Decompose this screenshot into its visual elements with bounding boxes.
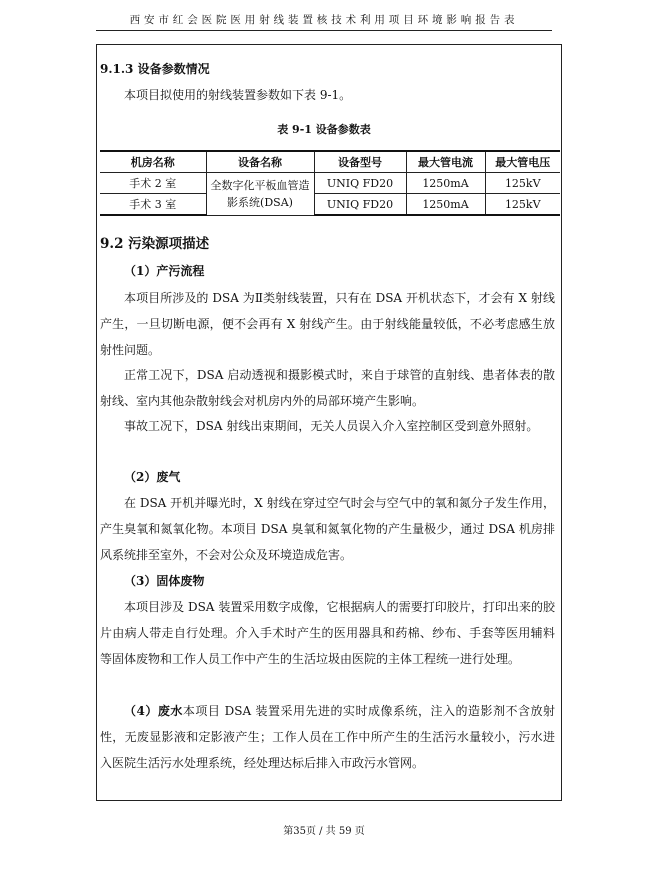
page-header: 西安市红会医院医用射线装置核技术利用项目环境影响报告表 bbox=[96, 12, 552, 31]
subheading-process: （1）产污流程 bbox=[124, 264, 205, 278]
model-cell: UNIQ FD20 bbox=[314, 194, 406, 216]
table-header-row bbox=[100, 151, 560, 173]
wastewater-text: 本项目 DSA 装置采用先进的实时成像系统，注入的造影剂不含放射性，无废显影液和定影液产生；工作人员在工作中所产生的生活污水量较小，污水进入医院生活污水处理系统，经处理达标后排入市政污水管网。 bbox=[100, 704, 555, 770]
current-cell: 1250mA bbox=[406, 194, 485, 216]
header-equipment: 设备名称 bbox=[206, 151, 314, 173]
header-room: 机房名称 bbox=[100, 151, 206, 173]
room-cell: 手术 3 室 bbox=[100, 194, 206, 216]
model-cell: UNIQ FD20 bbox=[314, 173, 406, 194]
voltage-cell: 125kV bbox=[485, 194, 560, 216]
subheading-solid-waste: （3）固体废物 bbox=[124, 574, 205, 588]
table-caption: 表 9-1 设备参数表 bbox=[277, 123, 371, 136]
current-cell: 1250mA bbox=[406, 173, 485, 194]
paragraph-process-3: 事故工况下，DSA 射线出束期间，无关人员误入介入室控制区受到意外照射。 bbox=[124, 419, 539, 433]
voltage-cell: 125kV bbox=[485, 173, 560, 194]
paragraph-solid-waste: 本项目涉及 DSA 装置采用数字成像，它根据病人的需要打印胶片，打印出来的胶片由病人带走自行处理。介入手术时产生的医用器具和药棉、纱布、手套等医用辅料等固体废物和工作人员工作中产生的生活垃圾由医院的主体工程统一进行处理。 bbox=[100, 600, 555, 666]
paragraph-wastewater bbox=[100, 698, 555, 776]
room-cell: 手术 2 室 bbox=[100, 173, 206, 194]
table-row bbox=[100, 173, 560, 194]
subheading-exhaust: （2）废气 bbox=[124, 470, 181, 484]
page-footer: 第35页 / 共 59 页 bbox=[283, 826, 365, 837]
section-913-intro: 本项目拟使用的射线装置参数如下表 9-1。 bbox=[124, 88, 352, 102]
section-title-9-1-3: 9.1.3 设备参数情况 bbox=[100, 62, 210, 76]
paragraph-process-2: 正常工况下，DSA 启动透视和摄影模式时，来自于球管的直射线、患者体表的散射线、室内其他杂散射线会对机房内外的局部环境产生影响。 bbox=[100, 368, 555, 408]
equipment-name-cell: 全数字化平板血管造影系统(DSA) bbox=[206, 173, 314, 216]
table-row bbox=[100, 194, 560, 216]
header-max-voltage: 最大管电压 bbox=[485, 151, 560, 173]
section-title-9-2: 9.2 污染源项描述 bbox=[100, 236, 210, 252]
header-model: 设备型号 bbox=[314, 151, 406, 173]
equipment-parameter-table bbox=[100, 150, 560, 216]
paragraph-process-1: 本项目所涉及的 DSA 为Ⅱ类射线装置，只有在 DSA 开机状态下，才会有 X 射线产生，一旦切断电源，便不会再有 X 射线产生。由于射线能量较低，不必考虑感生放射性问题。 bbox=[100, 291, 555, 357]
header-max-current: 最大管电流 bbox=[406, 151, 485, 173]
paragraph-exhaust: 在 DSA 开机并曝光时，X 射线在穿过空气时会与空气中的氧和氮分子发生作用，产生臭氧和氮氧化物。本项目 DSA 臭氧和氮氧化物的产生量极少，通过 DSA 机房排风系统排至室外，不会对公众及环境造成危害。 bbox=[100, 496, 555, 562]
subheading-wastewater: （4）废水 bbox=[124, 704, 183, 718]
